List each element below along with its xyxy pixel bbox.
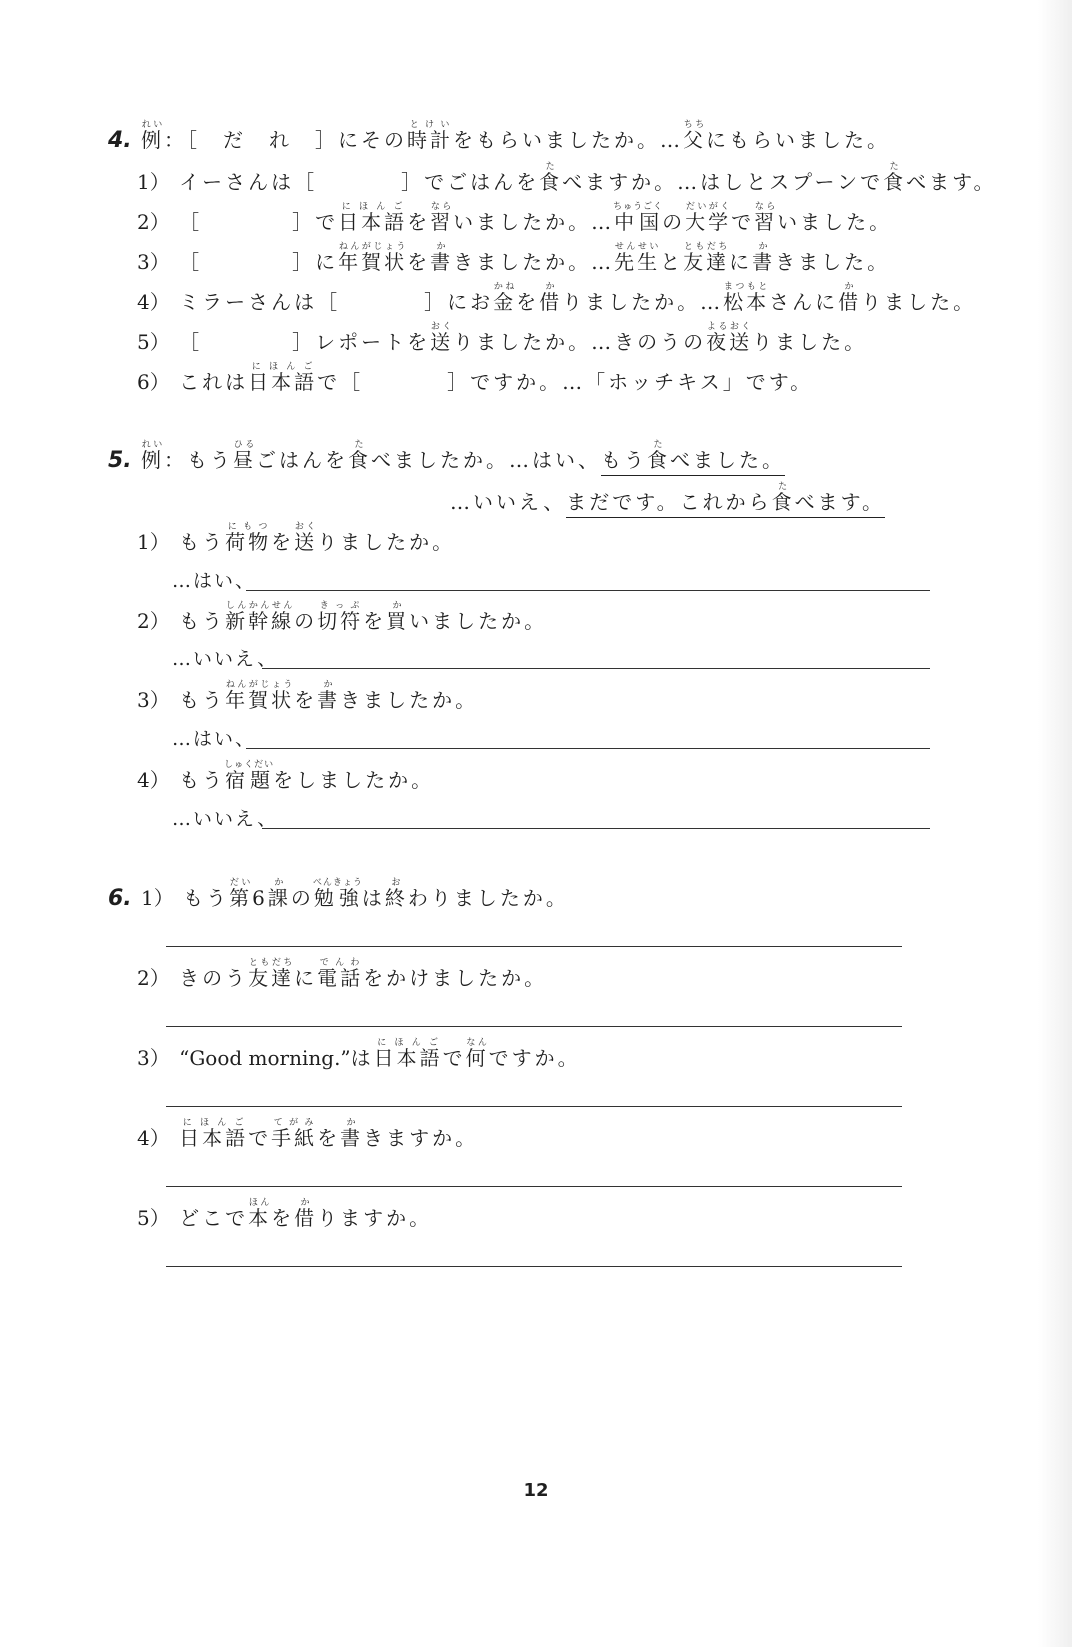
answer-line[interactable]: [166, 946, 902, 947]
answer-prefix: …はい、: [172, 728, 257, 750]
question-4-6: 6） これは日本語にほんごで［ ］ですか。…「ホッチキス」です。: [137, 362, 814, 394]
question-4-4: 4） ミラーさんは［ ］にお金かねを借かりましたか。…松本まつもとさんに借かりました。: [137, 282, 977, 314]
answer-line[interactable]: [246, 748, 930, 749]
question-5-3: 3） もう年賀状ねんがじょうを書かきましたか。: [137, 680, 479, 712]
section-number: 6.: [108, 886, 132, 911]
question-6-5: 5） どこで本ほんを借かりますか。: [137, 1198, 433, 1230]
section-number: 5.: [108, 448, 132, 473]
section-4-example: 4. 例れい：［ だ れ ］にその時計とけいをもらいましたか。…父ちちにもらいました。: [108, 120, 891, 153]
question-4-2: 2） ［ ］で日本語にほんごを習ならいましたか。…中国ちゅうごくの大学だいがくで習ならいました。: [137, 202, 893, 234]
question-5-1: 1） もう荷物にもつを送おくりましたか。: [137, 522, 456, 554]
page-number: 12: [523, 1480, 549, 1501]
answer-prefix: …はい、: [172, 570, 257, 592]
question-4-3: 3） ［ ］に年賀状ねんがじょうを書かきましたか。…先生せんせいと友達ともだちに書かきました。: [137, 242, 891, 274]
question-6-4: 4） 日本語にほんごで手紙てがみを書かきますか。: [137, 1118, 479, 1150]
section-5-example: 5. 例れい：もう昼ひるごはんを食たべましたか。…はい、もう食たべました。: [108, 440, 785, 473]
section-5-example-no: …いいえ、まだです。これから食たべます。: [450, 482, 885, 515]
answer-line[interactable]: [166, 1186, 902, 1187]
example-answer-yes: もう食たべました。: [601, 448, 785, 476]
example-answer-no: まだです。これから食たべます。: [566, 490, 885, 518]
answer-line[interactable]: [166, 1026, 902, 1027]
answer-line[interactable]: [166, 1266, 902, 1267]
section-number: 4.: [108, 128, 132, 153]
question-6-3: 3） “Good morning.”は日本語にほんごで何なんですか。: [137, 1038, 581, 1070]
answer-line[interactable]: [166, 1106, 902, 1107]
question-6-1: 6. 1） もう第だい6課かの勉強べんきょうは終おわりましたか。: [108, 878, 569, 911]
answer-line[interactable]: [246, 590, 930, 591]
question-6-2: 2） きのう友達ともだちに電話でんわをかけましたか。: [137, 958, 548, 990]
question-4-1: 1） イーさんは［ ］でごはんを食たべますか。…はしとスプーンで食たべます。: [137, 162, 997, 194]
question-5-4: 4） もう宿題しゅくだいをしましたか。: [137, 760, 435, 792]
answer-prefix: …いいえ、: [172, 808, 279, 830]
answer-prefix: …いいえ、: [172, 648, 279, 670]
answer-line[interactable]: [262, 828, 930, 829]
page-edge-shadow: [1038, 0, 1072, 1647]
question-5-2: 2） もう新幹線しんかんせんの切符きっぷを買かいましたか。: [137, 601, 548, 633]
question-4-5: 5） ［ ］レポートを送おくりましたか。…きのうの夜よる送おくりました。: [137, 322, 868, 354]
answer-line[interactable]: [262, 668, 930, 669]
